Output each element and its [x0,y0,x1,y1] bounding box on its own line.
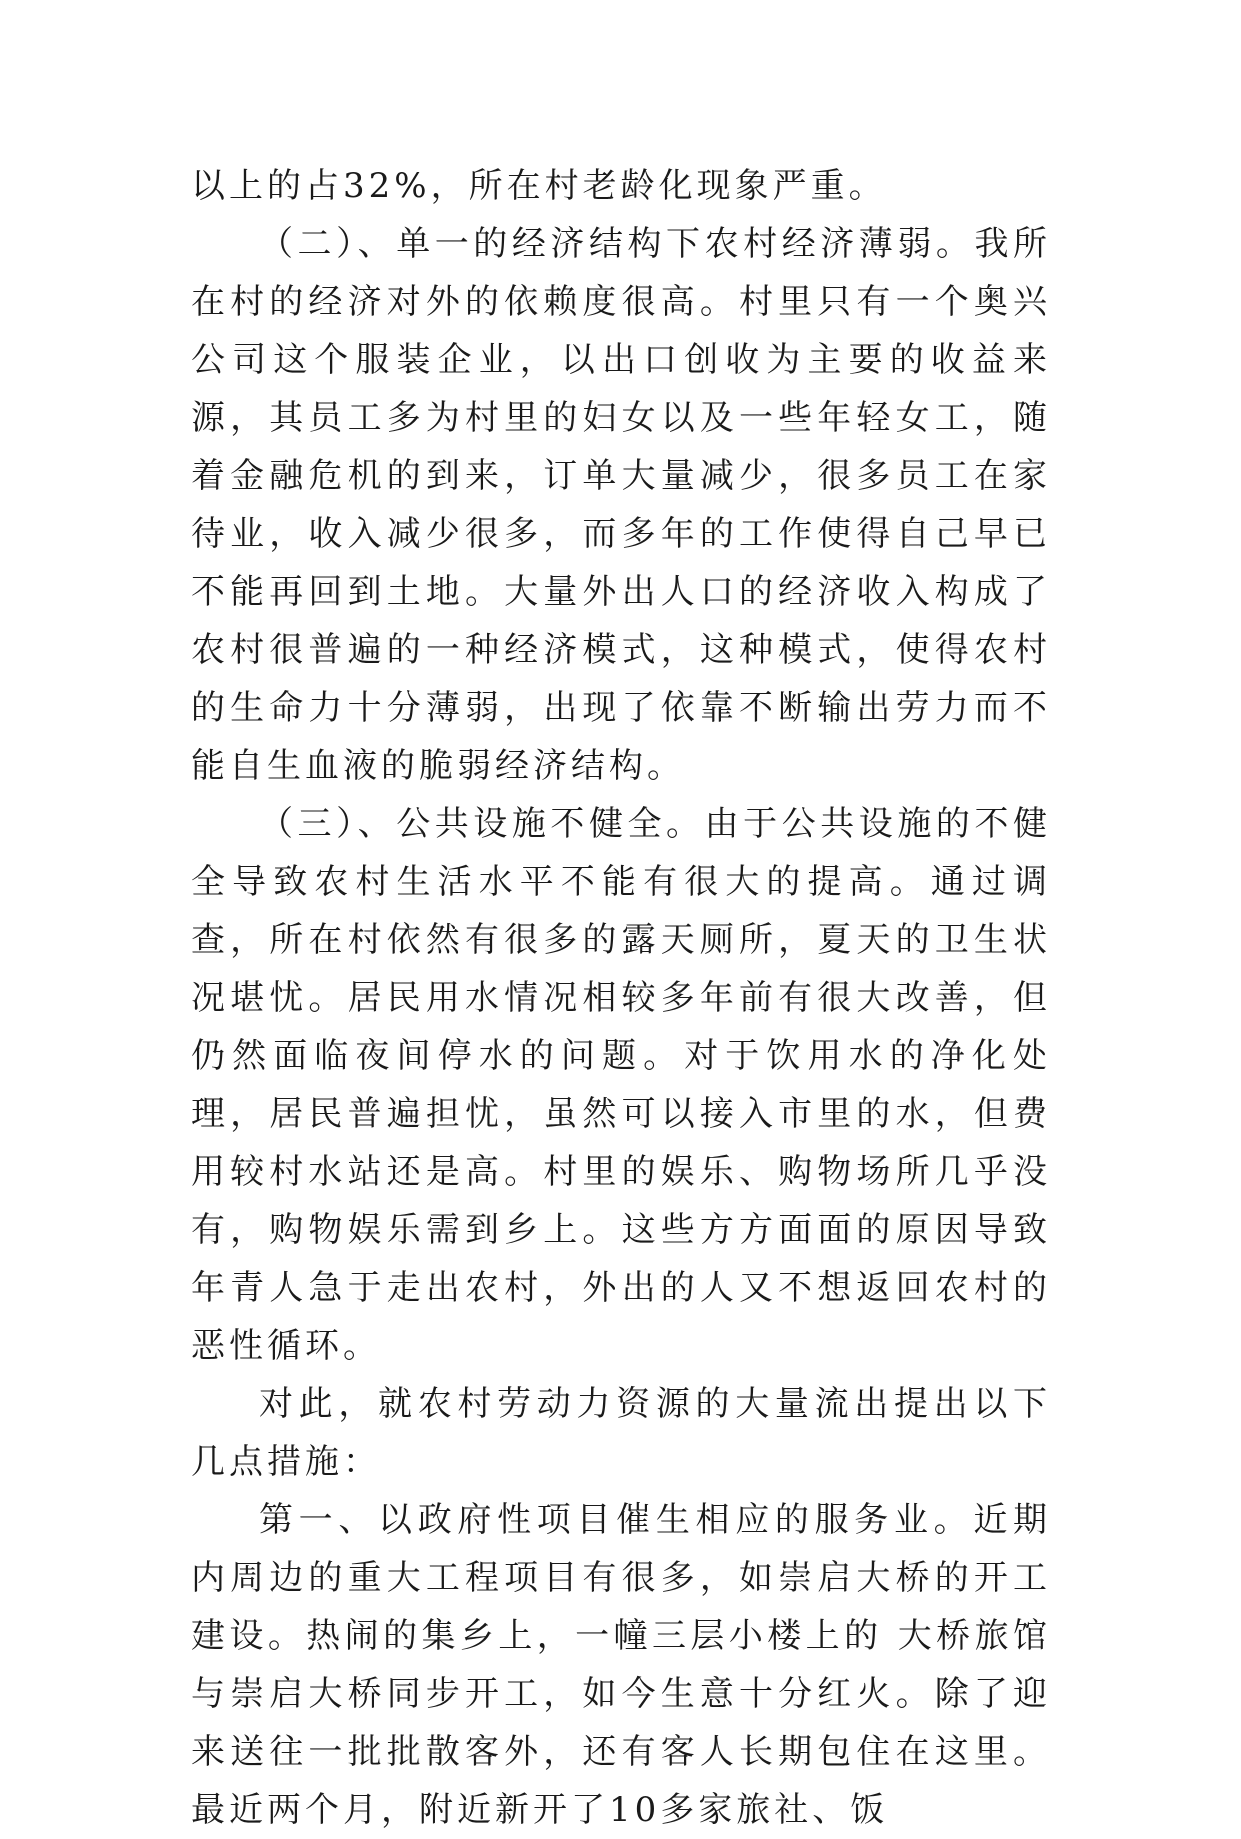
paragraph-2: （二）、单一的经济结构下农村经济薄弱。我所在村的经济对外的依赖度很高。村里只有一个奥兴公司这个服装企业，以出口创收为主要的收益来源，其员工多为村里的妇女以及一些年轻女工，随着金融危机的到来，订单大量减少，很多员工在家待业，收入减少很多，而多年的工作使得自己早已不能再回到土地。大量外出人口的经济收入构成了农村很普遍的一种经济模式，这种模式，使得农村的生命力十分薄弱，出现了依靠不断输出劳力而不能自生血液的脆弱经济结构。 [191,224,1051,786]
paragraph-1: 以上的占32%，所在村老龄化现象严重。 [191,166,887,206]
paragraph-3: （三）、公共设施不健全。由于公共设施的不健全导致农村生活水平不能有很大的提高。通过调查，所在村依然有很多的露天厕所，夏天的卫生状况堪忧。居民用水情况相较多年前有很大改善，但仍然面临夜间停水的问题。对于饮用水的净化处理，居民普遍担忧，虽然可以接入市里的水，但费用较村水站还是高。村里的娱乐、购物场所几乎没有，购物娱乐需到乡上。这些方方面面的原因导致年青人急于走出农村，外出的人又不想返回农村的恶性循环。 [191,804,1051,1366]
document-body [191,157,1051,1839]
paragraph-4: 对此，就农村劳动力资源的大量流出提出以下几点措施： [191,1384,1051,1482]
paragraph-5: 第一、以政府性项目催生相应的服务业。近期内周边的重大工程项目有很多，如崇启大桥的开工建设。热闹的集乡上，一幢三层小楼上的 大桥旅馆与崇启大桥同步开工，如今生意十分红火。除了迎来送往一批批散客外，还有客人长期包住在这里。最近两个月，附近新开了10多家旅社、饭 [191,1500,1051,1830]
